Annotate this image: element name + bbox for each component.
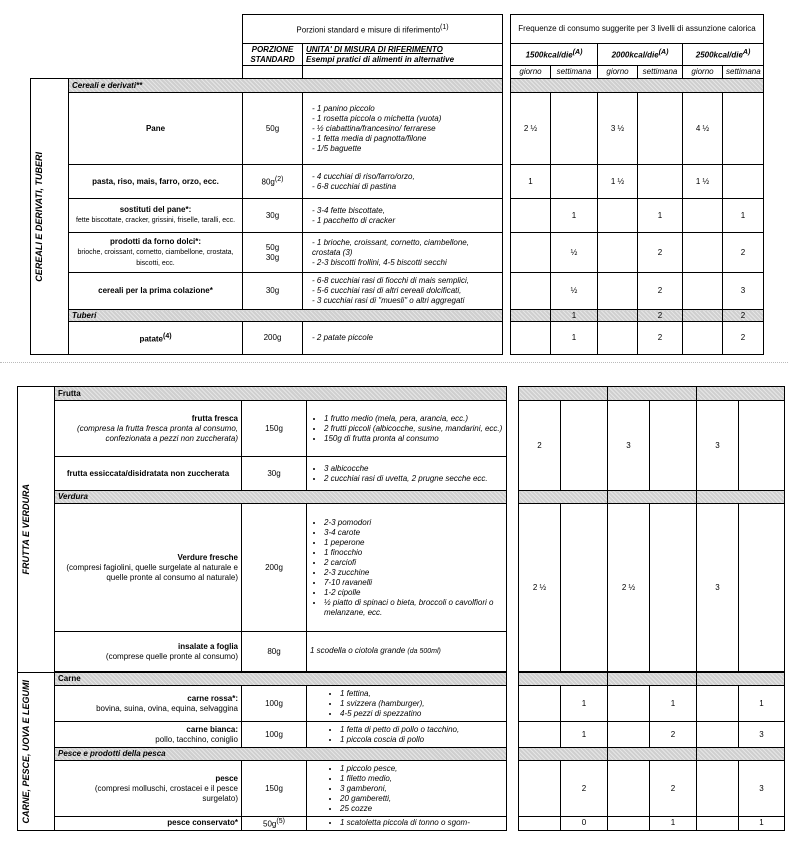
freq-value — [638, 165, 683, 199]
food-name: cereali per la prima colazione* — [69, 273, 243, 310]
freq-value — [608, 686, 650, 722]
food-name: Verdure fresche (compresi fagiolini, quelle surgelate al naturale e quelle pronte al consumo al naturale) — [55, 504, 242, 632]
examples-text: 1 scodella o ciotola grande (da 500ml) — [307, 632, 507, 672]
freq-value: 1 — [739, 817, 785, 831]
freq-value: 2 — [638, 322, 683, 355]
freq-value — [608, 817, 650, 831]
giorno-label: giorno — [511, 66, 551, 79]
portion: 80g — [242, 632, 307, 672]
freq-value: 1 — [511, 165, 551, 199]
examples-list: - 4 cucchiai di riso/farro/orzo, - 6-8 cucchiai di pastina — [303, 165, 503, 199]
freq-value — [683, 233, 723, 273]
freq-value: 2 — [723, 322, 764, 355]
giorno-label: giorno — [598, 66, 638, 79]
cereali-table — [30, 14, 764, 355]
freq-value — [638, 93, 683, 165]
freq-value — [511, 322, 551, 355]
freq-value: 2 — [561, 761, 608, 817]
freq-value: 3 — [608, 401, 650, 491]
portion: 200g — [242, 504, 307, 632]
freq-value: 2 ½ — [608, 504, 650, 672]
freq-value — [511, 199, 551, 233]
food-name: carne bianca: pollo, tacchino, coniglio — [55, 722, 242, 748]
examples-list: • 1 piccolo pesce, • 1 filetto medio, • 3 gamberoni, • 20 gamberetti, • 25 cozze — [307, 761, 507, 817]
level-2000: 2000kcal/die$^{(A)}$ — [598, 44, 683, 66]
food-name: patate$^{(4)}$ — [69, 322, 243, 355]
table-row — [18, 722, 785, 748]
category-tuberi: Tuberi — [69, 310, 503, 322]
freq-value — [697, 817, 739, 831]
freq-value — [697, 761, 739, 817]
freq-value — [723, 165, 764, 199]
portion: 100g — [242, 686, 307, 722]
freq-value: 1 ½ — [598, 165, 638, 199]
freq-value: 2 — [519, 401, 561, 491]
freq-value — [511, 233, 551, 273]
freq-value: 1 — [561, 722, 608, 748]
side-label-cereali: CEREALI E DERIVATI, TUBERI — [31, 79, 69, 355]
freq-value: 1 — [551, 310, 598, 322]
examples-list: • 1 fettina, • 1 svizzera (hamburger), • 4-5 pezzi di spezzatino — [307, 686, 507, 722]
freq-value: 3 — [697, 401, 739, 491]
freq-value: 3 — [739, 722, 785, 748]
freq-value — [519, 722, 561, 748]
freq-value: 1 — [551, 199, 598, 233]
examples-list: • 1 fetta di petto di pollo o tacchino, • 1 piccola coscia di pollo — [307, 722, 507, 748]
portion: 30g — [242, 457, 307, 491]
side-label-carne: CARNE, PESCE, UOVA E LEGUMI — [18, 673, 55, 831]
freq-value: 2 — [650, 761, 697, 817]
table-row — [31, 322, 764, 355]
freq-value — [697, 722, 739, 748]
table-row — [18, 686, 785, 722]
examples-list: - 1 panino piccolo - 1 rosetta piccola o michetta (vuota) - ½ ciabattina/francesino/ ferrarese - 1 fetta media di pagnotta/filone - 1/5 baguette — [303, 93, 503, 165]
table-row — [31, 233, 764, 273]
freq-value: 2 — [638, 273, 683, 310]
freq-value — [519, 817, 561, 831]
portion: 30g — [243, 273, 303, 310]
examples-list: - 3-4 fette biscottate, - 1 pacchetto di cracker — [303, 199, 503, 233]
table-row — [18, 817, 785, 831]
examples-list: - 2 patate piccole — [303, 322, 503, 355]
table-row — [31, 199, 764, 233]
freq-value: 4 ½ — [683, 93, 723, 165]
examples-list: • 3 albicocche • 2 cucchiai rasi di uvetta, 2 prugne secche ecc. — [307, 457, 507, 491]
category-pesce: Pesce e prodotti della pesca — [55, 748, 507, 761]
table-row — [31, 93, 764, 165]
food-name: carne rossa*: bovina, suina, ovina, equina, selvaggina — [55, 686, 242, 722]
freq-value: 1 — [650, 686, 697, 722]
examples-list: • 1 scatoletta piccola di tonno o sgom- — [307, 817, 507, 831]
portion: $80g^{(2)}$ — [243, 165, 303, 199]
frutta-carne-table — [17, 386, 785, 831]
freq-value — [608, 761, 650, 817]
table-row — [31, 273, 764, 310]
examples-list: • 1 frutto medio (mela, pera, arancia, ecc.) • 2 frutti piccoli (albicocche, susine, mandarini, ecc.) • 150g di frutta pronta al consumo — [307, 401, 507, 457]
freq-value: ½ — [551, 233, 598, 273]
portion: 150g — [242, 401, 307, 457]
freq-value: 1 ½ — [683, 165, 723, 199]
category-carne: Carne — [55, 673, 507, 686]
food-name: frutta essiccata/disidratata non zuccherata — [55, 457, 242, 491]
table-row — [31, 165, 764, 199]
freq-value: 2 — [638, 233, 683, 273]
category-verdura: Verdura — [55, 491, 507, 504]
portion: 150g — [242, 761, 307, 817]
category-frutta: Frutta — [55, 387, 507, 401]
settimana-label: settimana — [551, 66, 598, 79]
level-1500: 1500kcal/die$^{(A)}$ — [511, 44, 598, 66]
freq-value — [723, 93, 764, 165]
freq-value: 3 — [739, 761, 785, 817]
freq-value: 1 — [739, 686, 785, 722]
freq-value — [519, 686, 561, 722]
freq-value — [598, 273, 638, 310]
food-name: pasta, riso, mais, farro, orzo, ecc. — [69, 165, 243, 199]
freq-value — [511, 273, 551, 310]
page-separator — [0, 362, 788, 363]
examples-list: - 1 brioche, croissant, cornetto, ciambellone, crostata (3) - 2-3 biscotti frollini, 4-5 biscotti secchi — [303, 233, 503, 273]
freq-value: 1 — [650, 817, 697, 831]
freq-value — [598, 233, 638, 273]
giorno-label: giorno — [683, 66, 723, 79]
freq-value: 1 — [638, 199, 683, 233]
portions-title: Porzioni standard e misure di riferimento$^{(1)}$ — [243, 15, 503, 44]
portion: 50g — [243, 93, 303, 165]
freq-value: 2 — [638, 310, 683, 322]
portion: $50g^{(5)}$ — [242, 817, 307, 831]
freq-value: ½ — [551, 273, 598, 310]
food-name: prodotti da forno dolci*: brioche, croissant, cornetto, ciambellone, crostata, biscotti, ecc. — [69, 233, 243, 273]
freq-value: 2 ½ — [511, 93, 551, 165]
level-2500: 2500kcal/die$^{A)}$ — [683, 44, 764, 66]
freq-value: 2 — [723, 310, 764, 322]
side-label-frutta: FRUTTA E VERDURA — [18, 387, 55, 673]
freq-value — [683, 199, 723, 233]
table-row — [18, 761, 785, 817]
freq-value — [683, 322, 723, 355]
examples-list: • 2-3 pomodori • 3-4 carote • 1 peperone • 1 finocchio • 2 carciofi • 2-3 zucchine • 7-10 ravanelli • 1-2 cipolle • ½ piatto di spinaci o bieta, broccoli o cavolfiori o melanzane, ecc. — [307, 504, 507, 632]
col-unita: UNITA' DI MISURA DI RIFERIMENTO Esempi pratici di alimenti in alternative — [303, 44, 503, 66]
col-porzione: PORZIONE STANDARD — [243, 44, 303, 66]
freq-value: 1 — [561, 686, 608, 722]
freq-value: 3 ½ — [598, 93, 638, 165]
freq-value: 3 — [697, 504, 739, 672]
food-name: insalate a foglia (comprese quelle pronte al consumo) — [55, 632, 242, 672]
food-name: pesce (compresi molluschi, crostacei e il pesce surgelato) — [55, 761, 242, 817]
freq-value — [697, 686, 739, 722]
food-name: sostituti del pane*: fette biscottate, cracker, grissini, friselle, taralli, ecc. — [69, 199, 243, 233]
freq-value: 0 — [561, 817, 608, 831]
freq-value: 1 — [551, 322, 598, 355]
examples-list: - 6-8 cucchiai rasi di fiocchi di mais semplici, - 5-6 cucchiai rasi di altri cereali dolcificati, - 3 cucchiai rasi di "muesli" o altri aggregati — [303, 273, 503, 310]
table-row — [18, 504, 785, 632]
portion: 50g 30g — [243, 233, 303, 273]
freq-value — [683, 273, 723, 310]
settimana-label: settimana — [638, 66, 683, 79]
freq-value — [551, 165, 598, 199]
freq-title: Frequenze di consumo suggerite per 3 livelli di assunzione calorica — [511, 15, 764, 44]
portion: 100g — [242, 722, 307, 748]
freq-value — [608, 722, 650, 748]
freq-value — [598, 322, 638, 355]
food-name: Pane — [69, 93, 243, 165]
freq-value: 2 — [650, 722, 697, 748]
freq-value — [519, 761, 561, 817]
freq-value — [551, 93, 598, 165]
food-name: frutta fresca (compresa la frutta fresca pronta al consumo, confezionata a pezzi non zuccherata) — [55, 401, 242, 457]
table-row — [18, 401, 785, 457]
settimana-label: settimana — [723, 66, 764, 79]
freq-value: 2 ½ — [519, 504, 561, 672]
freq-value: 1 — [723, 199, 764, 233]
freq-value: 2 — [723, 233, 764, 273]
portion: 200g — [243, 322, 303, 355]
category-cereali: Cereali e derivati** — [69, 79, 503, 93]
food-name: pesce conservato* — [55, 817, 242, 831]
freq-value: 3 — [723, 273, 764, 310]
portion: 30g — [243, 199, 303, 233]
freq-value — [598, 199, 638, 233]
